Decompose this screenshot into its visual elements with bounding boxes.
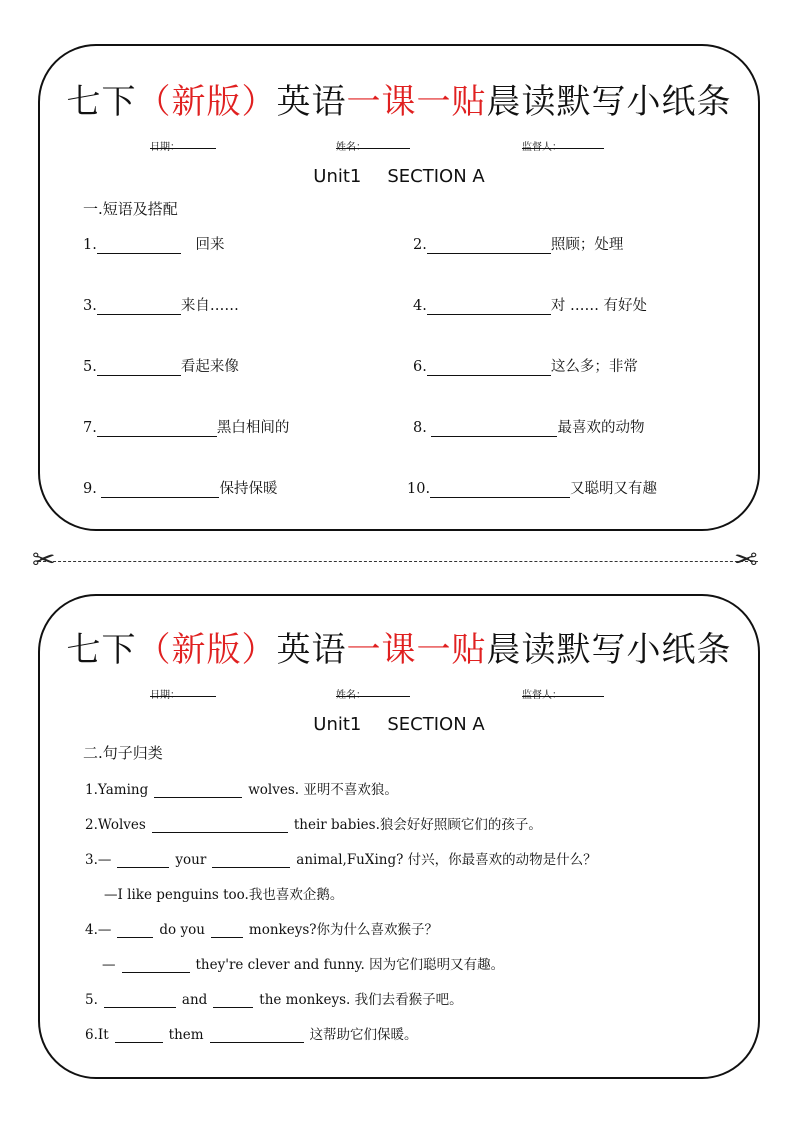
- phrase-item: 7. 黑白相间的: [83, 420, 290, 436]
- card-title: 七下（新版）英语一课一贴晨读默写小纸条: [66, 630, 732, 670]
- phrase-item: 6. 这么多；非常: [413, 359, 638, 375]
- sentence-item: —I like penguins too.我也喜欢企鹅。: [104, 887, 344, 903]
- sentence-item: 3.— your animal,FuXing? 付兴，你最喜欢的动物是什么？: [85, 852, 597, 868]
- sentence-item: 6.It them 这帮助它们保暖。: [85, 1027, 418, 1043]
- scissors-icon: ✂: [734, 543, 758, 576]
- sentence-item: — they're clever and funny. 因为它们聪明又有趣。: [102, 957, 505, 973]
- phrase-item: 10. 又聪明又有趣: [407, 481, 658, 497]
- phrase-item: 5. 看起来像: [83, 359, 239, 375]
- cut-line: [38, 561, 758, 562]
- phrase-item: 1. 回来: [83, 237, 225, 253]
- phrase-item: 2. 照顾；处理: [413, 237, 624, 253]
- section-heading: 二.句子归类: [83, 744, 163, 762]
- phrase-item: 8. 最喜欢的动物: [413, 420, 645, 436]
- note-card-1: 七下（新版）英语一课一贴晨读默写小纸条 日期： 姓名： 监督人： Unit1 SECTION A 一.短语及搭配 1. 回来 2. 照顾；处理 3. 来自…… 4. 对 …… 有好处 5. 看起来像 6. 这么多；非常 7. 黑白相间的 8. 最喜欢的动物 9. 保持保暖 10. 又聪明又有趣: [38, 44, 760, 531]
- scissors-icon: ✂: [32, 543, 56, 576]
- note-card-2: 七下（新版）英语一课一贴晨读默写小纸条 日期： 姓名： 监督人： Unit1 SECTION A 二.句子归类 1.Yaming wolves. 亚明不喜欢狼。 2.Wolves their babies.狼会好好照顾它们的孩子。 3.— your animal,FuXing? 付兴，你最喜欢的动物是什么？ —I like penguins too.我也喜欢企鹅。 4.— do you monkeys?你为什么喜欢猴子？ — they're clever and funny. 因为它们聪明又有趣。 5. and the monkeys. 我们去看猴子吧。 6.It them 这帮助它们保暖。: [38, 594, 760, 1079]
- unit-heading: Unit1 SECTION A: [313, 714, 485, 735]
- card-title: 七下（新版）英语一课一贴晨读默写小纸条: [66, 82, 732, 122]
- phrase-item: 4. 对 …… 有好处: [413, 298, 648, 314]
- phrase-item: 3. 来自……: [83, 298, 239, 314]
- sentence-item: 4.— do you monkeys?你为什么喜欢猴子？: [85, 922, 438, 938]
- section-heading: 一.短语及搭配: [83, 200, 178, 218]
- unit-heading: Unit1 SECTION A: [313, 166, 485, 187]
- sentence-item: 1.Yaming wolves. 亚明不喜欢狼。: [85, 782, 398, 798]
- phrase-item: 9. 保持保暖: [83, 481, 278, 497]
- sentence-item: 2.Wolves their babies.狼会好好照顾它们的孩子。: [85, 817, 542, 833]
- sentence-item: 5. and the monkeys. 我们去看猴子吧。: [85, 992, 463, 1008]
